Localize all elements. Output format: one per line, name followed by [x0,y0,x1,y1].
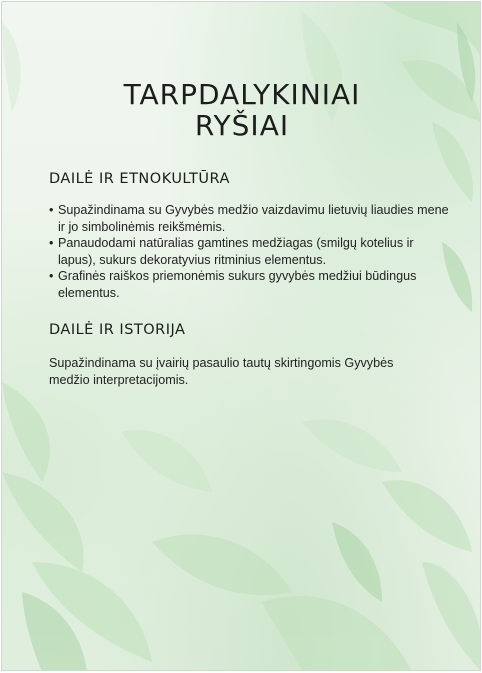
document-page [1,1,481,671]
title-line-1: TARPDALYKINIAI [123,78,361,111]
section-paragraph: Supažindinama su įvairių pasaulio tautų skirtingomis Gyvybės medžio interpretacijomis. [49,356,394,387]
list-item: • Panaudodami natūralias gamtines medžiagas (smilgų kotelius ir lapus), sukurs dekoratyvius ritminius elementus. [49,235,449,268]
title-line-2: RYŠIAI [194,109,290,142]
section-heading-art-ethnoculture: DAILĖ IR ETNOKULTŪRA [49,171,230,187]
section-heading-art-history: DAILĖ IR ISTORIJA [49,322,186,338]
bullet-list [49,202,449,301]
page-content [2,2,481,671]
list-item: • Supažindinama su Gyvybės medžio vaizdavimu lietuvių liaudies mene ir jo simbolinėmis reikšmėmis. [49,202,449,235]
list-item: • Grafinės raiškos priemonėmis sukurs gyvybės medžiui būdingus elementus. [49,268,449,301]
page-title [2,79,481,141]
